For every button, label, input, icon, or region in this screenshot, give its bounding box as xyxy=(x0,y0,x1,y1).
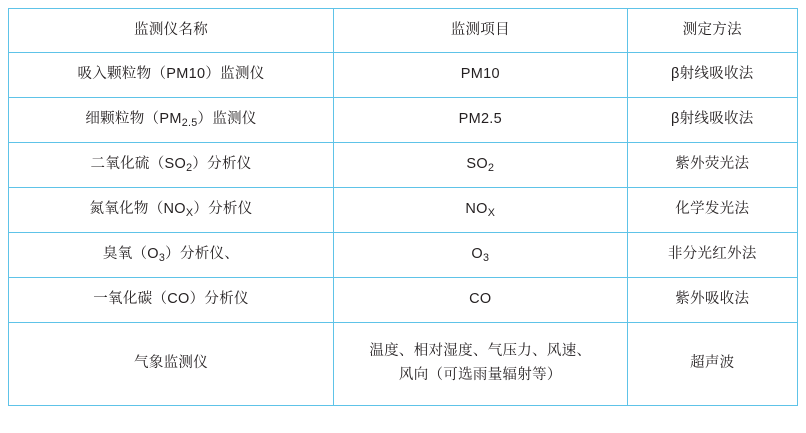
instrument-name-text: 细颗粒物$(PM_{2.5})$监测仪 xyxy=(85,111,257,129)
cell-instrument-name xyxy=(9,53,334,98)
cell-measurement-method xyxy=(627,98,797,143)
column-header-monitoring-item: 监测项目 xyxy=(334,9,628,53)
cell-instrument-name xyxy=(9,233,334,278)
cell-measurement-method xyxy=(627,233,797,278)
instrument-name-text: 一氧化碳（CO）分析仪 xyxy=(93,291,249,308)
cell-monitoring-item xyxy=(334,98,628,143)
instrument-name-text: 氮氧化物$(NO_X)$分析仪 xyxy=(89,201,253,219)
table-row xyxy=(9,278,798,323)
monitoring-item-text: $SO_2$ xyxy=(466,156,495,174)
monitoring-item-text: $O_3$ xyxy=(471,246,490,264)
measurement-method-text: β射线吸收法 xyxy=(670,111,754,128)
monitoring-item-text: $NO_X$ xyxy=(465,201,496,219)
cell-monitoring-item xyxy=(334,53,628,98)
monitoring-item-text: CO xyxy=(469,291,492,308)
cell-instrument-name xyxy=(9,143,334,188)
cell-instrument-name xyxy=(9,278,334,323)
measurement-method-text: 紫外荧光法 xyxy=(675,156,750,173)
table-row xyxy=(9,98,798,143)
table-header-row xyxy=(9,9,798,53)
cell-monitoring-item xyxy=(334,188,628,233)
column-header-measurement-method: 测定方法 xyxy=(627,9,797,53)
monitoring-item-text: PM10 xyxy=(460,66,500,83)
table-row xyxy=(9,143,798,188)
table-row xyxy=(9,233,798,278)
cell-measurement-method xyxy=(627,278,797,323)
table-body xyxy=(9,9,798,406)
cell-monitoring-item xyxy=(334,233,628,278)
instrument-name-text: 气象监测仪 xyxy=(134,355,209,372)
measurement-method-text: 超声波 xyxy=(690,355,735,372)
measurement-method-text: 非分光红外法 xyxy=(667,246,757,263)
table-row xyxy=(9,53,798,98)
measurement-method-text: β射线吸收法 xyxy=(670,66,754,83)
cell-measurement-method xyxy=(627,323,797,406)
cell-monitoring-item xyxy=(334,323,628,406)
cell-measurement-method xyxy=(627,143,797,188)
table-row xyxy=(9,188,798,233)
cell-instrument-name xyxy=(9,323,334,406)
cell-measurement-method xyxy=(627,188,797,233)
cell-instrument-name xyxy=(9,188,334,233)
table-row xyxy=(9,323,798,406)
measurement-method-text: 化学发光法 xyxy=(675,201,750,218)
monitor-instruments-table xyxy=(8,8,798,406)
instrument-name-text: 二氧化硫$(SO_2)$分析仪 xyxy=(90,156,252,174)
instrument-name-text: 吸入颗粒物（PM10）监测仪 xyxy=(77,66,265,83)
monitoring-item-text: 温度、相对湿度、气压力、风速、风向（可选雨量辐射等） xyxy=(369,343,592,383)
measurement-method-text: 紫外吸收法 xyxy=(675,291,750,308)
instrument-name-text: 臭氧$(O_3)$分析仪、 xyxy=(102,246,240,264)
cell-monitoring-item xyxy=(334,143,628,188)
cell-monitoring-item xyxy=(334,278,628,323)
column-header-instrument-name: 监测仪名称 xyxy=(9,9,334,53)
cell-instrument-name xyxy=(9,98,334,143)
cell-measurement-method xyxy=(627,53,797,98)
monitoring-item-text: PM2.5 xyxy=(458,111,503,128)
